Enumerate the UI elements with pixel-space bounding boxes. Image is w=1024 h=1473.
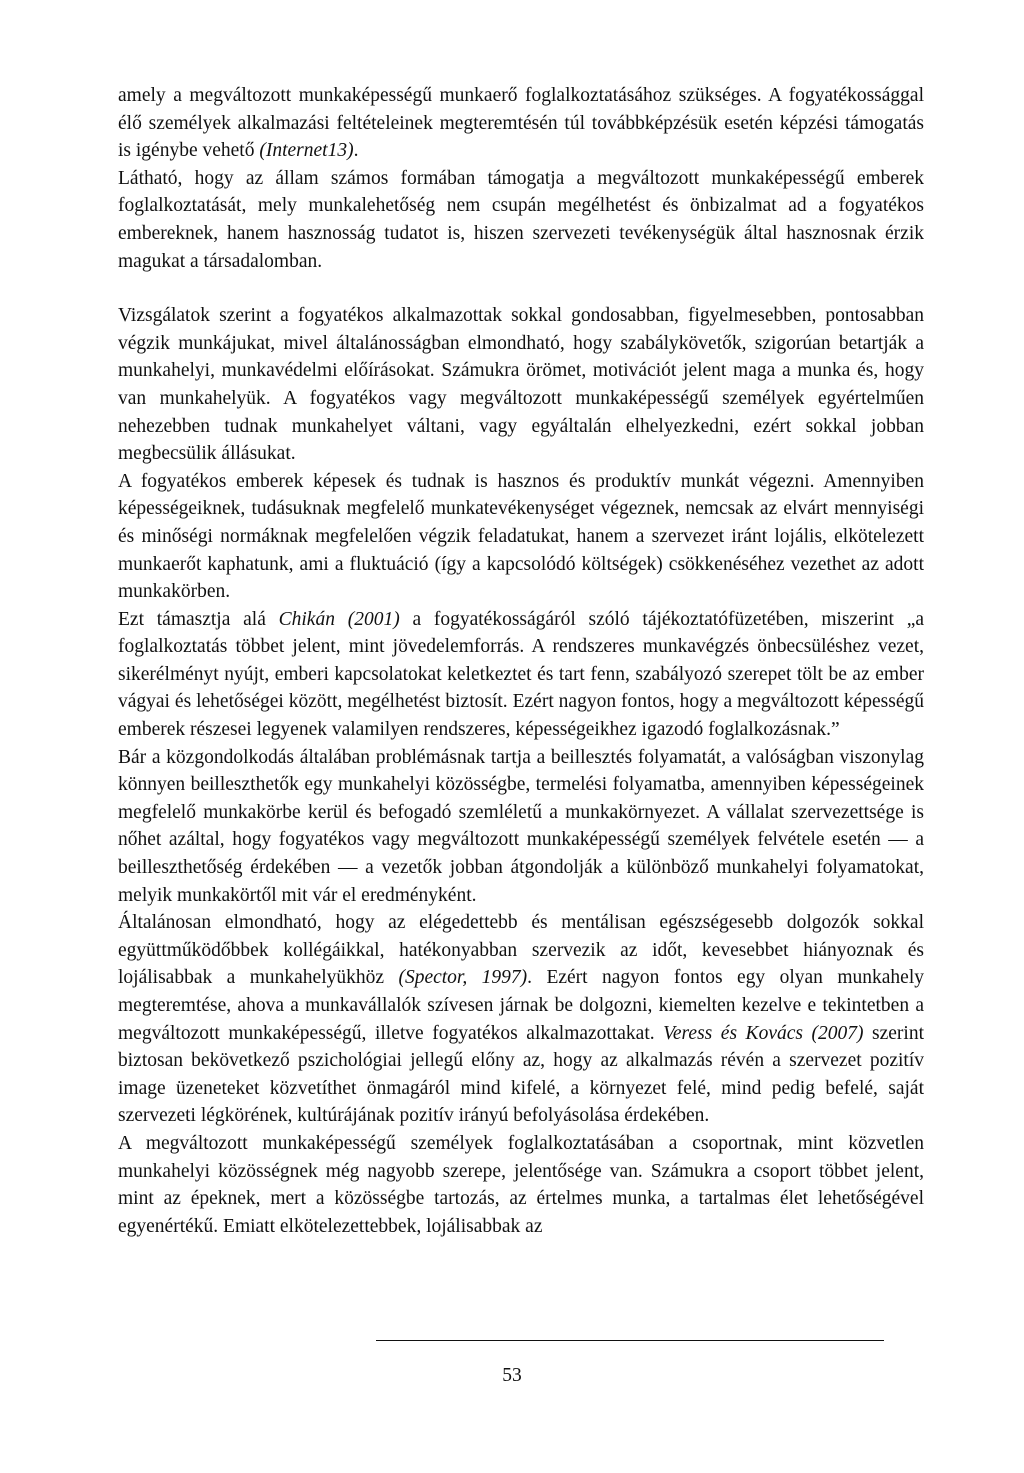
page-body [118, 82, 924, 1240]
footnote-rule [376, 1340, 884, 1341]
text-segment: amely a megváltozott munkaképességű munkaerő foglalkoztatásához szükséges. A fogyatékossággal élő személyek alkalmazási feltételeinek megteremtésén túl továbbképzésük esetén képzési támogatás is igénybe vehető [118, 85, 924, 162]
paragraph [118, 606, 924, 744]
text-segment: Általánosan elmondható, hogy az elégedettebb és mentálisan egészségesebb dolgozók sokkal együttműködőbbek kollégáikkal, hatékonyabban szervezik az időt, kevesebbet hiányoznak és lojálisabbak a munkahelyükhöz [118, 912, 924, 989]
text-segment: szerint biztosan bekövetkező pszichológiai jellegű előny az, hogy az alkalmazás révén a szervezet pozitív image üzeneteket közvetíthet önmagáról mind kifelé, a környezet felé, mind pedig befelé, saját szervezeti légkörének, kultúrájának pozitív irányú befolyásolása érdekében. [118, 1022, 924, 1127]
text-segment: a fogyatékosságáról szóló tájékoztatófüzetében, miszerint „a foglalkoztatás többet jelent, mint jövedelemforrás. A rendszeres munkavégzés önbecsüléshez vezet, sikerélményt nyújt, emberi kapcsolatokat keletkeztet és tart fenn, szabályozó szerepet tölt be az ember vágyai és lehetőségei között, megélhetést biztosít. Ezért nagyon fontos, hogy a megváltozott képességű emberek részesei legyenek valamilyen rendszeres, képességeikhez igazodó foglalkozásnak.” [118, 608, 924, 741]
text-segment: Bár a közgondolkodás általában problémásnak tartja a beillesztés folyamatát, a valóságban viszonylag könnyen beilleszthetők egy munkahelyi közösségbe, termelési folyamatba, amennyiben képességeinek megfelelő munkakörbe kerül és befogadó szemléletű a munkakörnyezet. A vállalat szervezettsége is nőhet azáltal, hogy fogyatékos vagy megváltozott munkaképességű személyek felvétele esetén — a beilleszthetőség érdekében — a vezetők jobban átgondolják a különböző munkahelyi folyamatokat, melyik munkakörtől mit vár el eredményként. [118, 746, 924, 906]
text-segment: A fogyatékos emberek képesek és tudnak is hasznos és produktív munkát végezni. Amennyiben képességeiknek, tudásuknak megfelelő munkatevékenységet végeznek, nemcsak az elvárt mennyiségi és minőségi normáknak megfelelően végzik feladatukat, hanem a szervezet iránt lojális, elkötelezett munkaerőt kaphatunk, ami a fluktuáció (így a kapcsolódó költségek) csökkenéséhez vezethet az adott munkakörben. [118, 470, 924, 603]
text-segment: Látható, hogy az állam számos formában támogatja a megváltozott munkaképességű emberek foglalkoztatását, mely munkalehetőség nem csupán megélhetést és önbizalmat ad a fogyatékos embereknek, hanem hasznosság tudatot is, hiszen szervezeti tevékenységük által hasznosnak érzik magukat a társadalomban. [118, 167, 924, 272]
citation: (Internet13) [259, 140, 354, 162]
page-number: 53 [502, 1365, 522, 1386]
text-segment: A megváltozott munkaképességű személyek foglalkoztatásában a csoportnak, mint közvetlen munkahelyi közösségnek még nagyobb szerepe, jelentősége van. Számukra a csoport többet jelent, mint az épeknek, mert a közösségbe tartozás, az értelmes munka, a tartalmas élet lehetőségével egyenértékű. Emiatt elkötelezettebbek, lojálisabbak az [118, 1132, 924, 1237]
citation: Veress és Kovács (2007) [663, 1022, 864, 1044]
paragraph [118, 82, 924, 165]
paragraph [118, 302, 924, 468]
paragraph-gap [118, 275, 924, 302]
paragraph [118, 744, 924, 910]
citation: (Spector, 1997) [398, 967, 528, 989]
text-segment: . Ezért nagyon fontos egy olyan munkahely megteremtése, ahova a munkavállalók szívesen járnak be dolgozni, kiemelten kezelve e tekintetben a megváltozott munkaképességű, illetve fogyatékos alkalmazottakat. [118, 967, 924, 1044]
text-segment: . [353, 140, 359, 162]
paragraph [118, 468, 924, 606]
paragraph [118, 165, 924, 275]
citation: Chikán (2001) [278, 608, 400, 630]
paragraph [118, 909, 924, 1130]
paragraph [118, 1130, 924, 1240]
text-segment: Vizsgálatok szerint a fogyatékos alkalmazottak sokkal gondosabban, figyelmesebben, pontosabban végzik munkájukat, mivel általánosságban elmondható, hogy szabálykövetők, szigorúan betartják a munkahelyi, munkavédelmi előírásokat. Számukra örömet, motivációt jelent maga a munka és, hogy van munkahelyük. A fogyatékos vagy megváltozott munkaképességű személyek egyértelműen nehezebben tudnak munkahelyet váltani, vagy egyáltalán elhelyezkedni, ezért sokkal jobban megbecsülik állásukat. [118, 305, 924, 465]
text-segment: Ezt támasztja alá [118, 608, 279, 630]
